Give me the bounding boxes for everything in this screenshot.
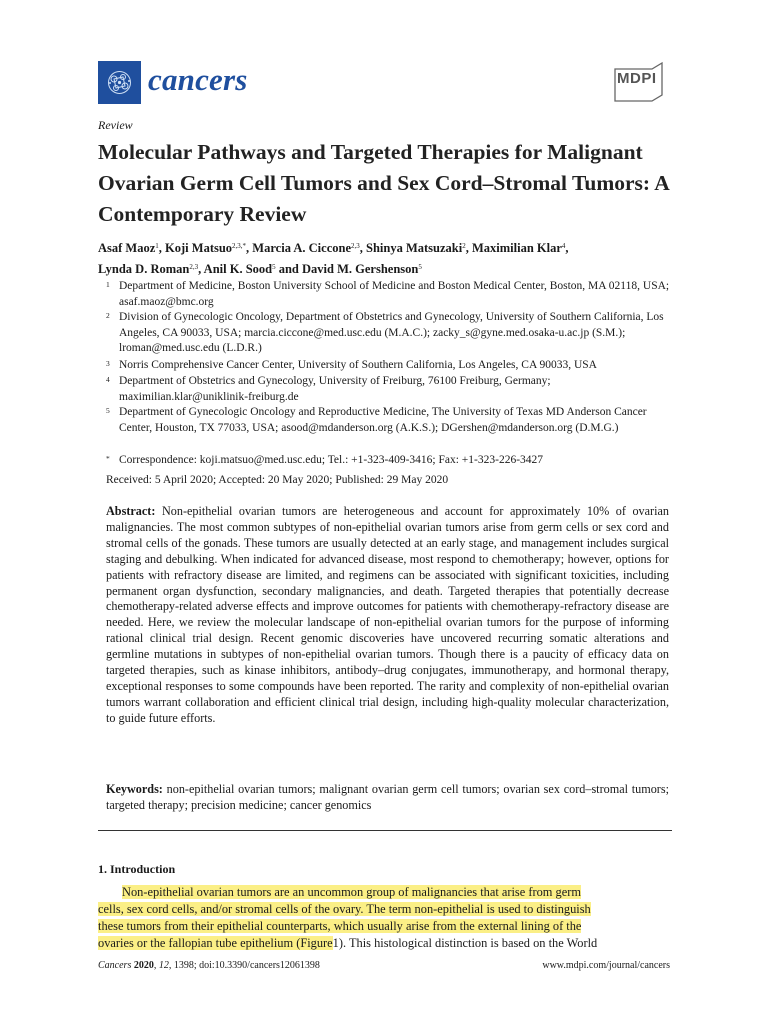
affiliation-number: 5 [106,406,110,415]
journal-name: cancers [148,62,248,97]
author-affiliation-mark: 1 [155,242,159,250]
author-affiliation-mark: 2 [462,242,466,250]
citation-footer: Cancers 2020, 12, 1398; doi:10.3390/cancers12061398 [98,960,320,971]
correspondence-text: Correspondence: koji.matsuo@med.usc.edu; Tel.: +1-323-409-3416; Fax: +1-323-226-3427 [119,454,544,466]
footer-doi: , 1398; doi:10.3390/cancers12061398 [168,960,320,971]
article-type: Review [98,118,133,132]
author-connector: and [278,262,299,276]
author-name: Maximilian Klar [471,241,562,255]
affiliation-item [106,279,676,310]
journal-url[interactable]: www.mdpi.com/journal/cancers [542,960,670,971]
affiliation-item [106,358,676,374]
highlighted-text: Non-epithelial ovarian tumors are an uncommon group of malignancies that arise from germ [122,885,581,899]
article-title: Molecular Pathways and Targeted Therapies for Malignant Ovarian Germ Cell Tumors and Sex Cord–Stromal Tumors: A Contemporary Review [98,140,669,226]
author-affiliation-mark: 5 [418,263,422,271]
journal-logo-icon [98,61,141,104]
keywords-label: Keywords: [106,782,163,796]
keywords [106,782,669,814]
highlighted-text: ovaries or the fallopian tube epithelium (Figure [98,936,333,950]
abstract [106,504,669,727]
abstract-text: Non-epithelial ovarian tumors are heterogeneous and account for approximately 10% of ovarian malignancies. The most common subtypes of non-epithelial ovarian tumors arise from germ cells or sex cord and stromal cells of the gonads. These tumors are usually detected at an early stage, and management includes surgical staging and debulking. When indicated for advanced disease, most respond to chemotherapy; however, options for patients with refractory disease are limited, and regimens can be associated with significant toxicities, including permanent organ dysfunction, secondary malignancies, and death. Targeted therapies that potentially decrease chemotherapy-related adverse effects and improve outcomes for patients with chemotherapy-refractory disease are needed. Here, we review the molecular landscape of non-epithelial ovarian tumors for the purpose of informing rational clinical trial design. Recent genomic discoveries have uncovered recurring somatic alterations and germline mutations in subtypes of non-epithelial ovarian tumors. Though there is a paucity of efficacy data on targeted therapies, such as kinase inhibitors, antibody–drug conjugates, immunotherapy, and hormonal therapy, exceptional responses to some compounds have been reported. The rarity and complexity of non-epithelial ovarian tumors warrant collaboration and efficient clinical trial design, including high-quality molecular characterization, to guide future efforts. [106,504,669,725]
author-affiliation-mark: 5 [272,263,276,271]
publisher-name: MDPI [617,70,657,87]
paragraph-line [98,918,670,935]
figure-reference-tail: 1). This histological distinction is based on the World [332,936,598,950]
affiliation-text: Division of Gynecologic Oncology, Department of Obstetrics and Gynecology, University of Southern California, Los Angeles, CA 90033, USA; marcia.ciccone@med.usc.edu (M.A.C.); zacky_s@gyne.med.osaka-u.ac.jp (S.M.); lroman@med.usc.edu (L.D.R.) [119,311,664,354]
affiliation-text: Norris Comprehensive Cancer Center, University of Southern California, Los Angeles, CA 90033, USA [119,359,597,371]
affiliation-item [106,405,676,452]
paragraph-line [98,901,670,918]
highlighted-text: cells, sex cord cells, and/or stromal cells of the ovary. The term non-epithelial is used to distinguish [98,902,591,916]
footer-volume: 12 [158,960,169,971]
affiliation-text: Department of Gynecologic Oncology and Reproductive Medicine, The University of Texas MD Anderson Cancer Center, Houston, TX 77033, USA; asood@mdanderson.org (A.K.S.); DGershen@mdanderson.org (D.M.G.) [119,406,647,434]
affiliation-number: 1 [106,280,110,289]
abstract-label: Abstract: [106,504,156,518]
author-name: Asaf Maoz [98,241,156,255]
author-affiliation-mark: 2,3 [189,263,199,271]
section-divider [98,830,672,831]
author-name: Anil K. Sood [203,262,273,276]
paragraph-line [98,884,670,901]
footer-year: 2020 [133,960,154,971]
affiliation-number: 2 [106,311,110,320]
paragraph-line [98,935,670,952]
footer-journal: Cancers [98,960,132,971]
keywords-text: non-epithelial ovarian tumors; malignant ovarian germ cell tumors; ovarian sex cord–stromal tumors; targeted therapy; precision medicine; cancer genomics [106,782,669,812]
affiliation-number: 3 [106,359,110,368]
author-affiliation-mark: 2,3 [351,242,360,250]
author-name: Lynda D. Roman [98,262,190,276]
author-affiliation-mark: 2,3,* [232,242,247,250]
affiliation-item [106,310,676,357]
author-name: David M. Gershenson [302,262,419,276]
author-list: Asaf Maoz$^1$, Koji Matsuo$^{2,3,*}$, Marcia A. Ciccone$^{2,3}$, Shinya Matsuzaki$^2$, Maximilian Klar$^4$, Lynda D. Roman$^{2,3}$, Anil K. Sood$^5$ and David M. Gershenson$^5$ [98,241,569,276]
author-name: Koji Matsuo [165,241,233,255]
author-name: Marcia A. Ciccone [252,241,351,255]
author-affiliation-mark: 4 [561,242,566,250]
affiliation-text: Department of Obstetrics and Gynecology, University of Freiburg, 76100 Freiburg, Germany; maximilian.klar@uniklinik-freiburg.de [119,375,551,403]
author-name: Shinya Matsuzaki [366,241,463,255]
affiliation-number: 4 [106,375,110,384]
correspondence-item [106,453,676,469]
affiliation-text: Department of Medicine, Boston University School of Medicine and Boston Medical Center, Boston, MA 02118, USA; asaf.maoz@bmc.org [119,280,670,308]
correspondence-mark: * [106,454,110,463]
publication-dates: Received: 5 April 2020; Accepted: 20 May 2020; Published: 29 May 2020 [106,474,449,486]
affiliation-item [106,374,676,405]
section-heading: 1. Introduction [98,862,176,876]
highlighted-text: these tumors from their epithelial counterparts, which usually arise from the external lining of the [98,919,582,933]
introduction-paragraph [98,884,670,952]
